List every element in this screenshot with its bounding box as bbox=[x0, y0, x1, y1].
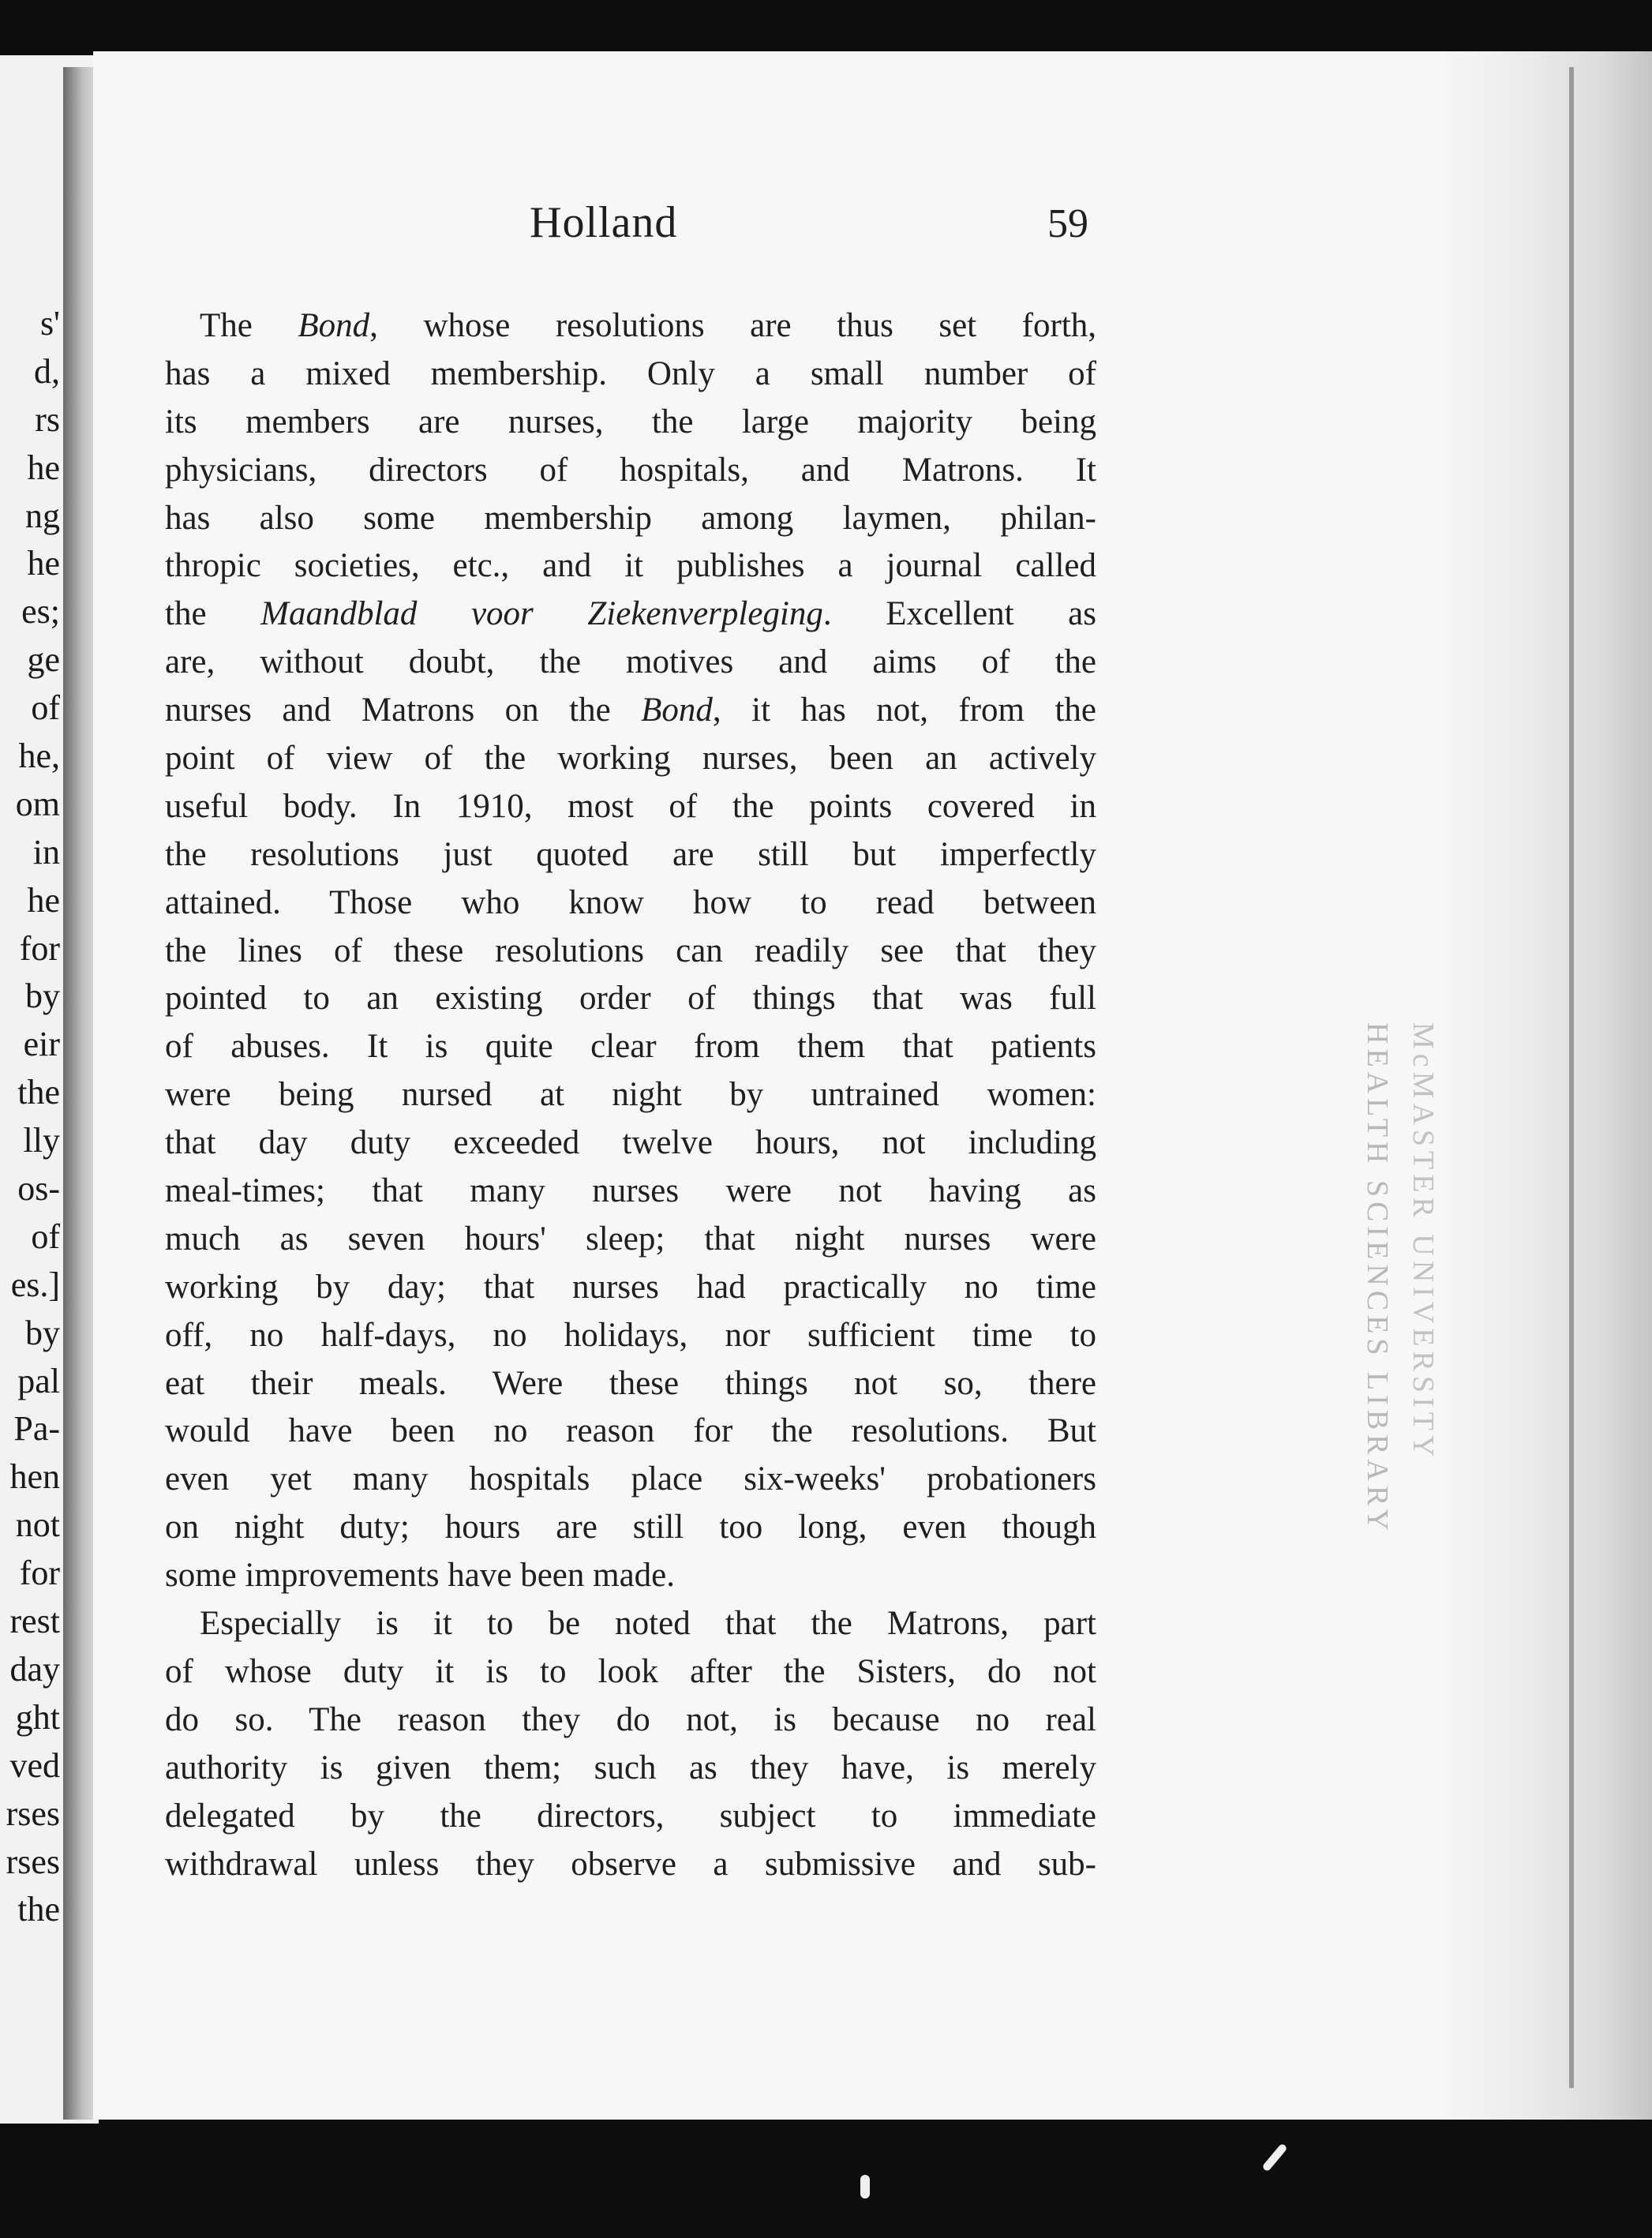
facing-page-fragment: for bbox=[19, 1554, 60, 1593]
body-line: attained. Those who know how to read between bbox=[165, 883, 1096, 921]
facing-page-fragment: of bbox=[31, 688, 60, 728]
facing-page-fragment: Pa- bbox=[13, 1409, 60, 1449]
facing-page-fragment: by bbox=[25, 977, 60, 1016]
body-line: do so. The reason they do not, is because no real bbox=[165, 1700, 1096, 1738]
facing-page-fragment: he bbox=[27, 544, 60, 583]
facing-page-fragment: es.] bbox=[10, 1265, 60, 1304]
body-line: The Bond, whose resolutions are thus set forth, bbox=[200, 307, 1096, 344]
facing-page-fragment: ge bbox=[27, 640, 60, 680]
facing-page-fragment: day bbox=[9, 1649, 60, 1689]
facing-page-fragment: hen bbox=[9, 1457, 60, 1497]
body-line: the lines of these resolutions can readily see that they bbox=[165, 932, 1096, 969]
page-header bbox=[93, 197, 1198, 261]
body-line: off, no half-days, no holidays, nor sufficient time to bbox=[165, 1316, 1096, 1354]
scan-speck bbox=[1261, 2142, 1287, 2172]
body-line: some improvements have been made. bbox=[165, 1557, 675, 1595]
facing-page-fragment: in bbox=[32, 832, 60, 872]
facing-page-fragment: d, bbox=[34, 351, 60, 391]
body-line: Especially is it to be noted that the Matrons, part bbox=[200, 1605, 1096, 1643]
facing-page-fragment: eir bbox=[23, 1025, 60, 1064]
facing-page-fragment: he bbox=[27, 448, 60, 487]
body-line: its members are nurses, the large majority being bbox=[165, 403, 1096, 440]
facing-page-fragment: rs bbox=[35, 399, 60, 439]
facing-page-fragment: he, bbox=[18, 737, 60, 776]
body-line: thropic societies, etc., and it publishes a journal called bbox=[165, 547, 1096, 585]
facing-page-fragment: es; bbox=[21, 592, 60, 632]
facing-page-fragment: os- bbox=[17, 1169, 60, 1209]
facing-page-fragment: pal bbox=[17, 1361, 60, 1400]
facing-page-fragment: the bbox=[17, 1073, 60, 1112]
scan-speck bbox=[860, 2175, 870, 2199]
facing-page-fragment: ng bbox=[25, 496, 60, 535]
book-page bbox=[93, 51, 1593, 2120]
body-line: of whose duty it is to look after the Sisters, do not bbox=[165, 1652, 1096, 1690]
body-line: meal-times; that many nurses were not having as bbox=[165, 1172, 1096, 1210]
library-stamp-line-2: McMASTER UNIVERSITY bbox=[1407, 1022, 1440, 1462]
facing-page-fragment: he bbox=[27, 880, 60, 920]
facing-page-fragment: ved bbox=[9, 1745, 60, 1785]
body-line: useful body. In 1910, most of the points covered in bbox=[165, 787, 1096, 825]
page-number: 59 bbox=[1047, 201, 1088, 246]
body-line: were being nursed at night by untrained women: bbox=[165, 1076, 1096, 1114]
body-line: has a mixed membership. Only a small number of bbox=[165, 354, 1096, 392]
body-line: has also some membership among laymen, philan- bbox=[165, 499, 1096, 537]
facing-page-fragment: rses bbox=[6, 1794, 60, 1833]
body-line: working by day; that nurses had practically no time bbox=[165, 1268, 1096, 1306]
facing-page-fragment: by bbox=[25, 1313, 60, 1352]
body-text bbox=[165, 302, 1096, 1888]
facing-page-fragment: of bbox=[31, 1216, 60, 1256]
body-line: much as seven hours' sleep; that night nurses were bbox=[165, 1220, 1096, 1258]
facing-page-line-fragments bbox=[0, 300, 60, 1934]
body-line: nurses and Matrons on the Bond, it has not, from the bbox=[165, 692, 1096, 729]
body-line: withdrawal unless they observe a submissive and sub- bbox=[165, 1845, 1096, 1883]
body-line: even yet many hospitals place six-weeks' probationers bbox=[165, 1460, 1096, 1498]
running-head: Holland bbox=[530, 198, 678, 247]
body-line: on night duty; hours are still too long, even though bbox=[165, 1509, 1096, 1546]
facing-page-fragment: rest bbox=[9, 1602, 60, 1641]
facing-page-fragment: lly bbox=[23, 1121, 60, 1160]
facing-page-fragment: not bbox=[15, 1505, 60, 1545]
body-line: of abuses. It is quite clear from them that patients bbox=[165, 1028, 1096, 1066]
facing-page-fragment: rses bbox=[6, 1842, 60, 1881]
body-line: point of view of the working nurses, been an actively bbox=[165, 740, 1096, 778]
facing-page-fragment: the bbox=[17, 1890, 60, 1929]
body-line: physicians, directors of hospitals, and Matrons. It bbox=[165, 451, 1096, 489]
body-line: the resolutions just quoted are still but imperfectly bbox=[165, 835, 1096, 873]
library-stamp-line-1: HEALTH SCIENCES LIBRARY bbox=[1361, 1022, 1394, 1535]
library-stamp bbox=[1360, 1022, 1518, 1599]
body-line: authority is given them; such as they have, is merely bbox=[165, 1749, 1096, 1786]
body-line: pointed to an existing order of things that was full bbox=[165, 980, 1096, 1018]
facing-page-fragment: for bbox=[19, 928, 60, 968]
body-line: that day duty exceeded twelve hours, not including bbox=[165, 1124, 1096, 1162]
body-line: eat their meals. Were these things not so, there bbox=[165, 1364, 1096, 1402]
facing-page-fragment: om bbox=[15, 784, 60, 823]
facing-page-fragment: s' bbox=[39, 304, 60, 343]
body-line: the Maandblad voor Ziekenverpleging. Excellent as bbox=[165, 595, 1096, 633]
body-line: delegated by the directors, subject to immediate bbox=[165, 1797, 1096, 1835]
body-line: are, without doubt, the motives and aims of the bbox=[165, 643, 1096, 681]
body-line: would have been no reason for the resolutions. But bbox=[165, 1412, 1096, 1450]
page-stack-edge bbox=[1569, 67, 1574, 2088]
facing-page-fragment: ght bbox=[15, 1697, 60, 1737]
